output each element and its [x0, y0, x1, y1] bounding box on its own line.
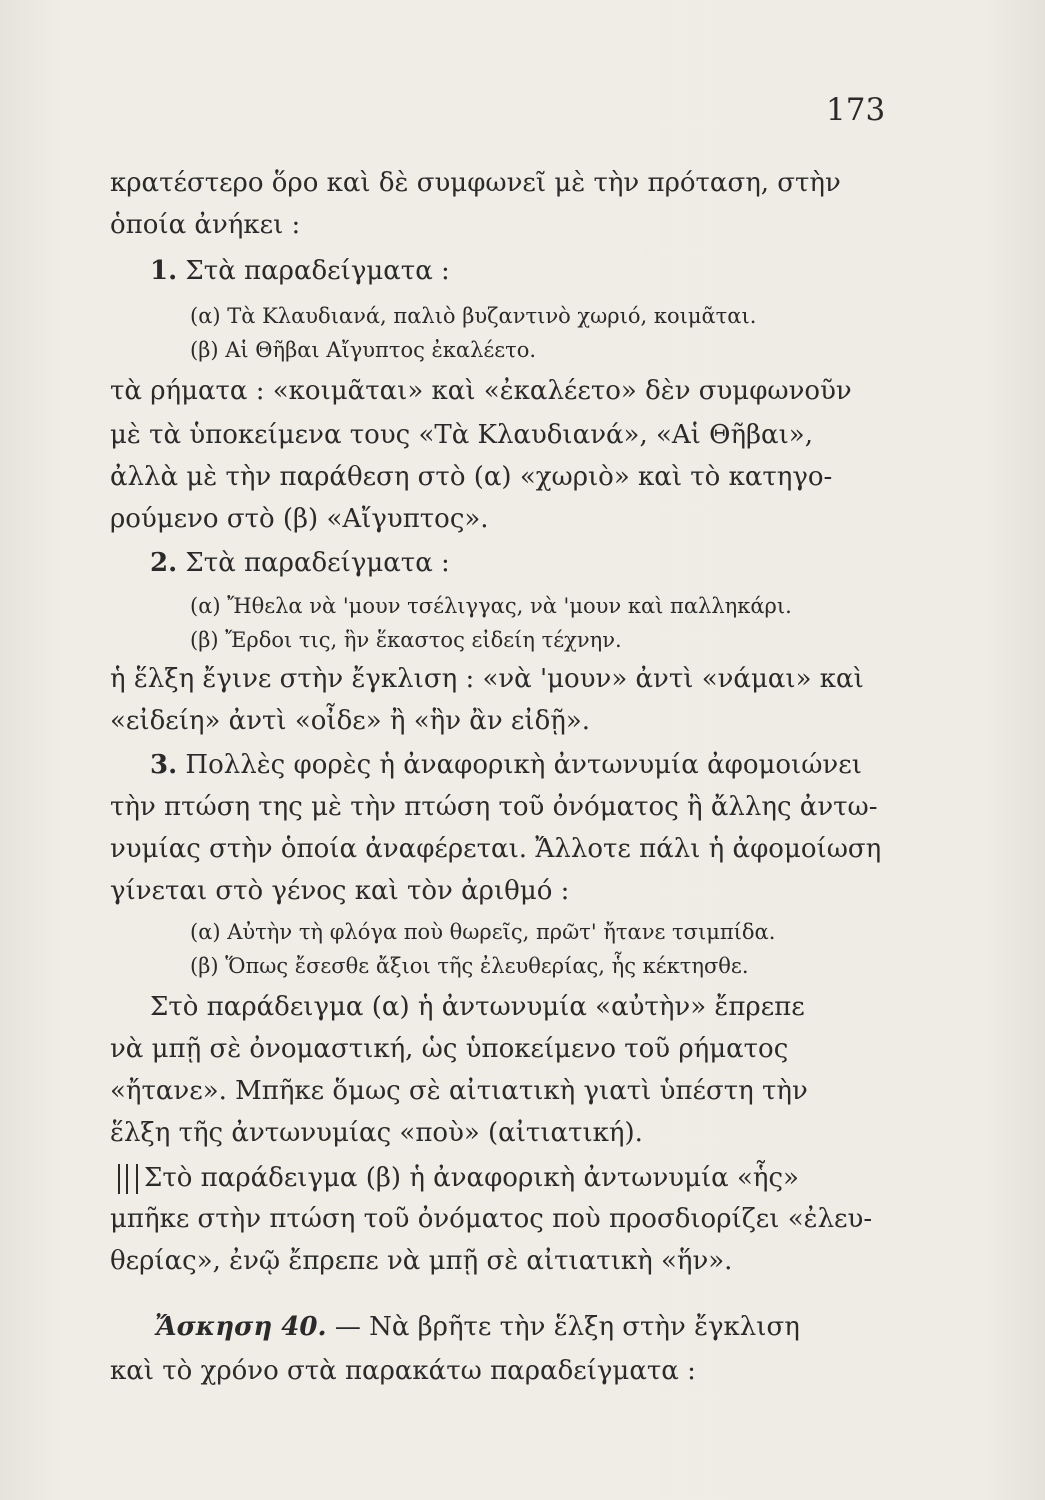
text-line: «εἰδείη» ἀντὶ «οἶδε» ἢ «ἣν ἂν εἰδῇ». [110, 706, 590, 736]
section-1-heading [150, 258, 450, 284]
text-line: καὶ τὸ χρόνο στὰ παρακάτω παραδείγματα : [110, 1356, 696, 1386]
page-number: 173 [826, 92, 886, 128]
text-line: νυμίας στὴν ὁποία ἀναφέρεται. Ἄλλοτε πάλι ἡ ἀφομοίωση [110, 834, 882, 864]
section-heading-text: Στὰ παραδείγματα : [185, 548, 450, 578]
margin-mark-icon [118, 1164, 138, 1194]
text-line: νὰ μπῇ σὲ ὀνομαστική, ὡς ὑποκείμενο τοῦ ρήματος [110, 1034, 789, 1064]
text-line: ἕλξη τῆς ἀντωνυμίας «ποὺ» (αἰτιατική). [110, 1118, 643, 1148]
example-line: (β) Αἱ Θῆβαι Αἴγυπτος ἐκαλέετο. [190, 338, 537, 362]
example-line: (α) Αὐτὴν τὴ φλόγα ποὺ θωρεῖς, πρῶτ' ἤτανε τσιμπίδα. [190, 920, 776, 944]
text-line: ρούμενο στὸ (β) «Αἴγυπτος». [110, 504, 489, 534]
text-line: κρατέστερο ὅρο καὶ δὲ συμφωνεῖ μὲ τὴν πρόταση, στὴν [110, 168, 841, 198]
example-line: (β) Ἔρδοι τις, ἣν ἕκαστος εἰδείη τέχνην. [190, 628, 622, 652]
text-span: Στὸ παράδειγμα (β) ἡ ἀναφορικὴ ἀντωνυμία «ἧς» [144, 1163, 799, 1193]
text-line: μὲ τὰ ὑποκείμενα τους «Τὰ Κλαυδιανά», «Αἱ Θῆβαι», [110, 420, 813, 450]
text-line: ἀλλὰ μὲ τὴν παράθεση στὸ (α) «χωριὸ» καὶ τὸ κατηγο- [110, 462, 833, 492]
exercise-text: Νὰ βρῆτε τὴν ἕλξη στὴν ἔγκλιση [369, 1312, 800, 1342]
exercise-heading [155, 1314, 800, 1340]
section-number: 2. [150, 548, 178, 578]
section-number: 1. [150, 256, 178, 286]
exercise-dash: — [334, 1312, 361, 1342]
text-line: Στὸ παράδειγμα (α) ἡ ἀντωνυμία «αὐτὴν» ἔπρεπε [150, 992, 805, 1022]
text-line: τὴν πτώση της μὲ τὴν πτώση τοῦ ὀνόματος ἢ ἄλλης ἀντω- [110, 792, 878, 822]
example-line: (α) Ἤθελα νὰ 'μουν τσέλιγγας, νὰ 'μουν καὶ παλληκάρι. [190, 594, 792, 618]
section-3-first-line [150, 752, 862, 778]
section-text: Πολλὲς φορὲς ἡ ἀναφορικὴ ἀντωνυμία ἀφομοιώνει [185, 750, 862, 780]
exercise-label: Ἄσκηση 40. [155, 1312, 327, 1342]
text-line: θερίας», ἐνῷ ἔπρεπε νὰ μπῇ σὲ αἰτιατικὴ «ἥν». [110, 1246, 733, 1276]
section-heading-text: Στὰ παραδείγματα : [185, 256, 450, 286]
example-line: (β) Ὅπως ἔσεσθε ἄξιοι τῆς ἐλευθερίας, ἧς κέκτησθε. [190, 954, 749, 978]
text-line: ὁποία ἀνήκει : [110, 210, 301, 240]
text-line: ἡ ἕλξη ἔγινε στὴν ἔγκλιση : «νὰ 'μουν» ἀντὶ «νάμαι» καὶ [110, 664, 864, 694]
text-line: «ἤτανε». Μπῆκε ὅμως σὲ αἰτιατικὴ γιατὶ ὑπέστη τὴν [110, 1076, 808, 1106]
section-number: 3. [150, 750, 178, 780]
text-line: μπῆκε στὴν πτώση τοῦ ὀνόματος ποὺ προσδιορίζει «ἐλευ- [110, 1204, 873, 1234]
text-line: γίνεται στὸ γένος καὶ τὸν ἀριθμό : [110, 876, 570, 906]
text-line-marked [118, 1164, 799, 1194]
example-line: (α) Τὰ Κλαυδιανά, παλιὸ βυζαντινὸ χωριό, κοιμᾶται. [190, 304, 757, 328]
section-2-heading [150, 550, 450, 576]
text-line: τὰ ρήματα : «κοιμᾶται» καὶ «ἐκαλέετο» δὲν συμφωνοῦν [110, 376, 852, 406]
